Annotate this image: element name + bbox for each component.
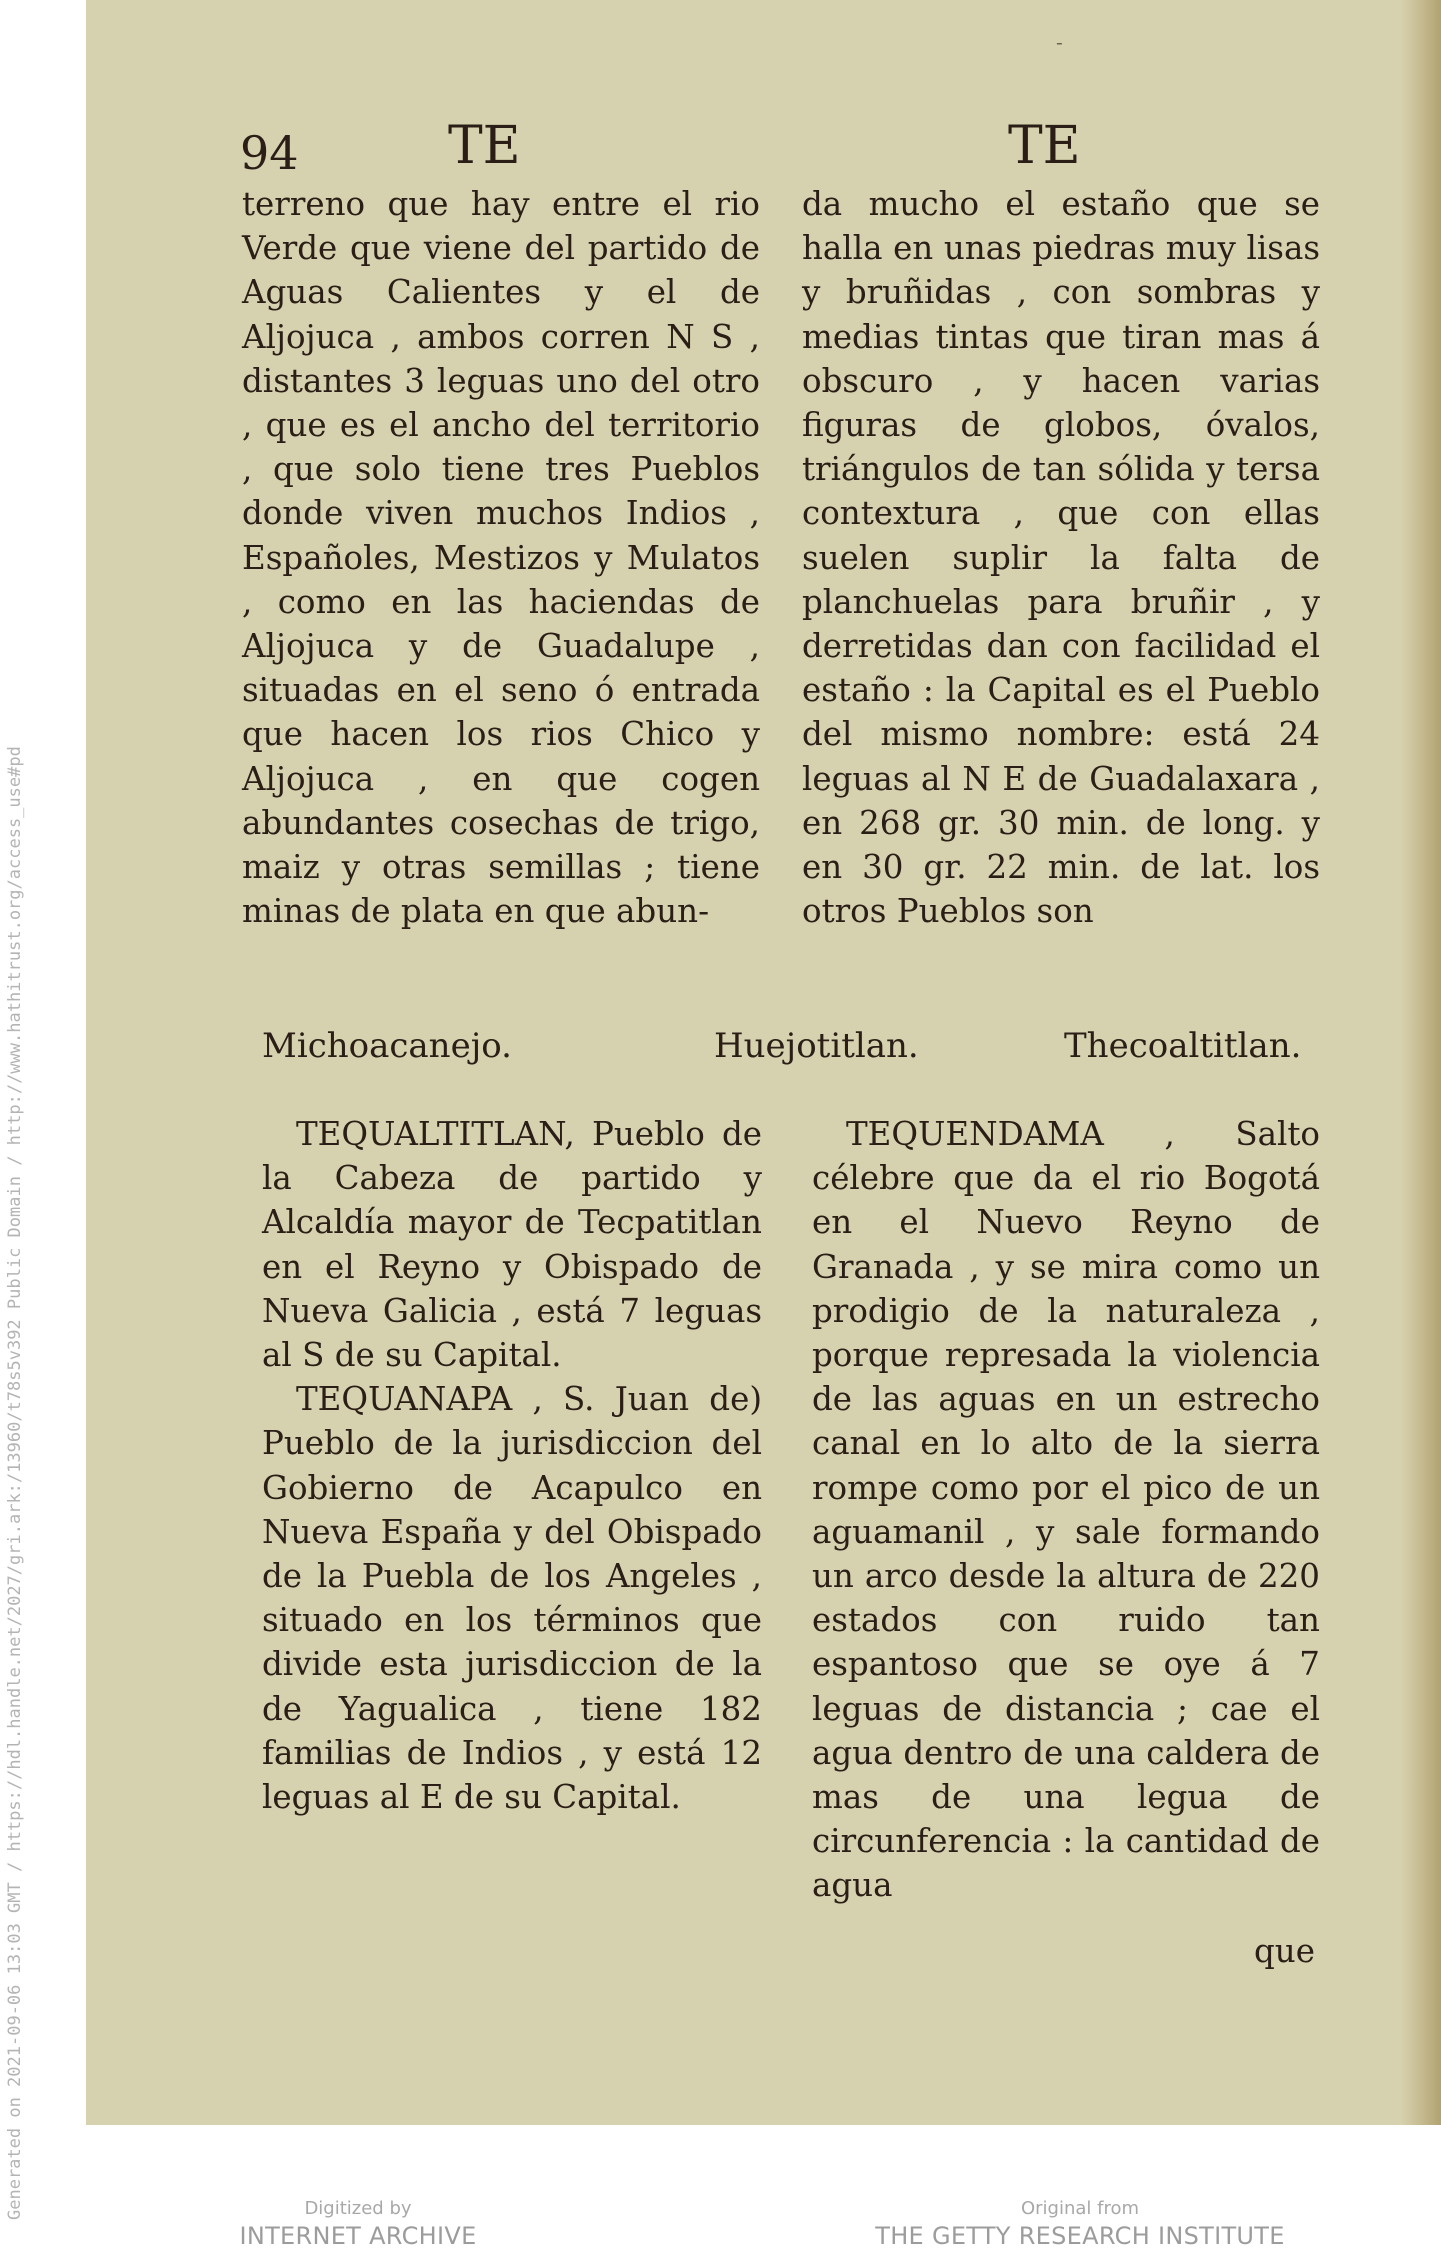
page-number: 94 [240, 126, 299, 180]
access-watermark: Generated on 2021-09-06 13:03 GMT / https://hdl.handle.net/2027/gri.ark:/13960/t78s5v392 Public Domain / http://www.hathitrust.org/access_use#pd [5, 746, 25, 2220]
entry-tequendama: TEQUENDAMA , Salto célebre que da el rio Bogotá en el Nuevo Reyno de Granada , y se mira como un prodigio de la naturaleza , porque represada la violencia de las aguas en un estrecho canal en lo alto de la sierra rompe como por el pico de un aguamanil , y sale formando un arco desde la altura de 220 estados con ruido tan espantoso que se oye á 7 leguas de distancia ; cae el agua dentro de una caldera de mas de una legua de circunferencia : la cantidad de agua [812, 1115, 1320, 1905]
text-column-left-bottom [262, 1112, 762, 1819]
town-name: Thecoaltitlan. [1064, 1026, 1302, 1066]
original-from-label: Original from [1020, 2198, 1140, 2219]
scanned-page [86, 0, 1441, 2125]
text-column-left-top [242, 182, 760, 933]
digitized-by-label: Digitized by [304, 2198, 412, 2219]
digitizer-name: INTERNET ARCHIVE [239, 2222, 477, 2250]
text-column-right-bottom [812, 1112, 1320, 1908]
paragraph: terreno que hay entre el rio Verde que viene del partido de Aguas Calientes y el de Aljojuca , ambos corren N S , distantes 3 leguas uno del otro , que es el ancho del territorio , que solo tiene tres Pueblos donde viven muchos Indios , Españoles, Mestizos y Mulatos , como en las haciendas de Aljojuca y de Guadalupe , situadas en el seno ó entrada que hacen los rios Chico y Aljojuca , en que cogen abundantes cosechas de trigo, maiz y otras semillas ; tiene minas de plata en que abun- [242, 185, 760, 931]
town-name: Michoacanejo. [262, 1026, 512, 1066]
entry-tequanapa: TEQUANAPA , S. Juan de) Pueblo de la jurisdiccion del Gobierno de Acapulco en Nueva España y del Obispado de la Puebla de los Angeles , situado en los términos que divide esta jurisdiccion de la de Yagualica , tiene 182 familias de Indios , y está 12 leguas al E de su Capital. [262, 1380, 762, 1817]
running-head-right: TE [1008, 116, 1081, 176]
paragraph: da mucho el estaño que se halla en unas piedras muy lisas y bruñidas , con sombras y medias tintas que tiran mas á obscuro , y hacen varias figuras de globos, óvalos, triángulos de tan sólida y tersa contextura , que con ellas suelen suplir la falta de planchuelas para bruñir , y derretidas dan con facilidad el estaño : la Capital es el Pueblo del mismo nombre: está 24 leguas al N E de Guadalaxara , en 268 gr. 30 min. de long. y en 30 gr. 22 min. de lat. los otros Pueblos son [802, 185, 1320, 931]
entry-tequaltitlan: TEQUALTITLAN, Pueblo de la Cabeza de partido y Alcaldía mayor de Tecpatitlan en el Reyno y Obispado de Nueva Galicia , está 7 leguas al S de su Capital. [262, 1115, 762, 1375]
top-mark: - [1056, 30, 1063, 54]
town-name: Huejotitlan. [714, 1026, 919, 1066]
running-head-left: TE [448, 116, 521, 176]
catchword: que [1254, 1932, 1315, 1970]
page-edge-shadow [1401, 0, 1441, 2125]
source-institution: THE GETTY RESEARCH INSTITUTE [875, 2222, 1285, 2250]
text-column-right-top [802, 182, 1320, 933]
